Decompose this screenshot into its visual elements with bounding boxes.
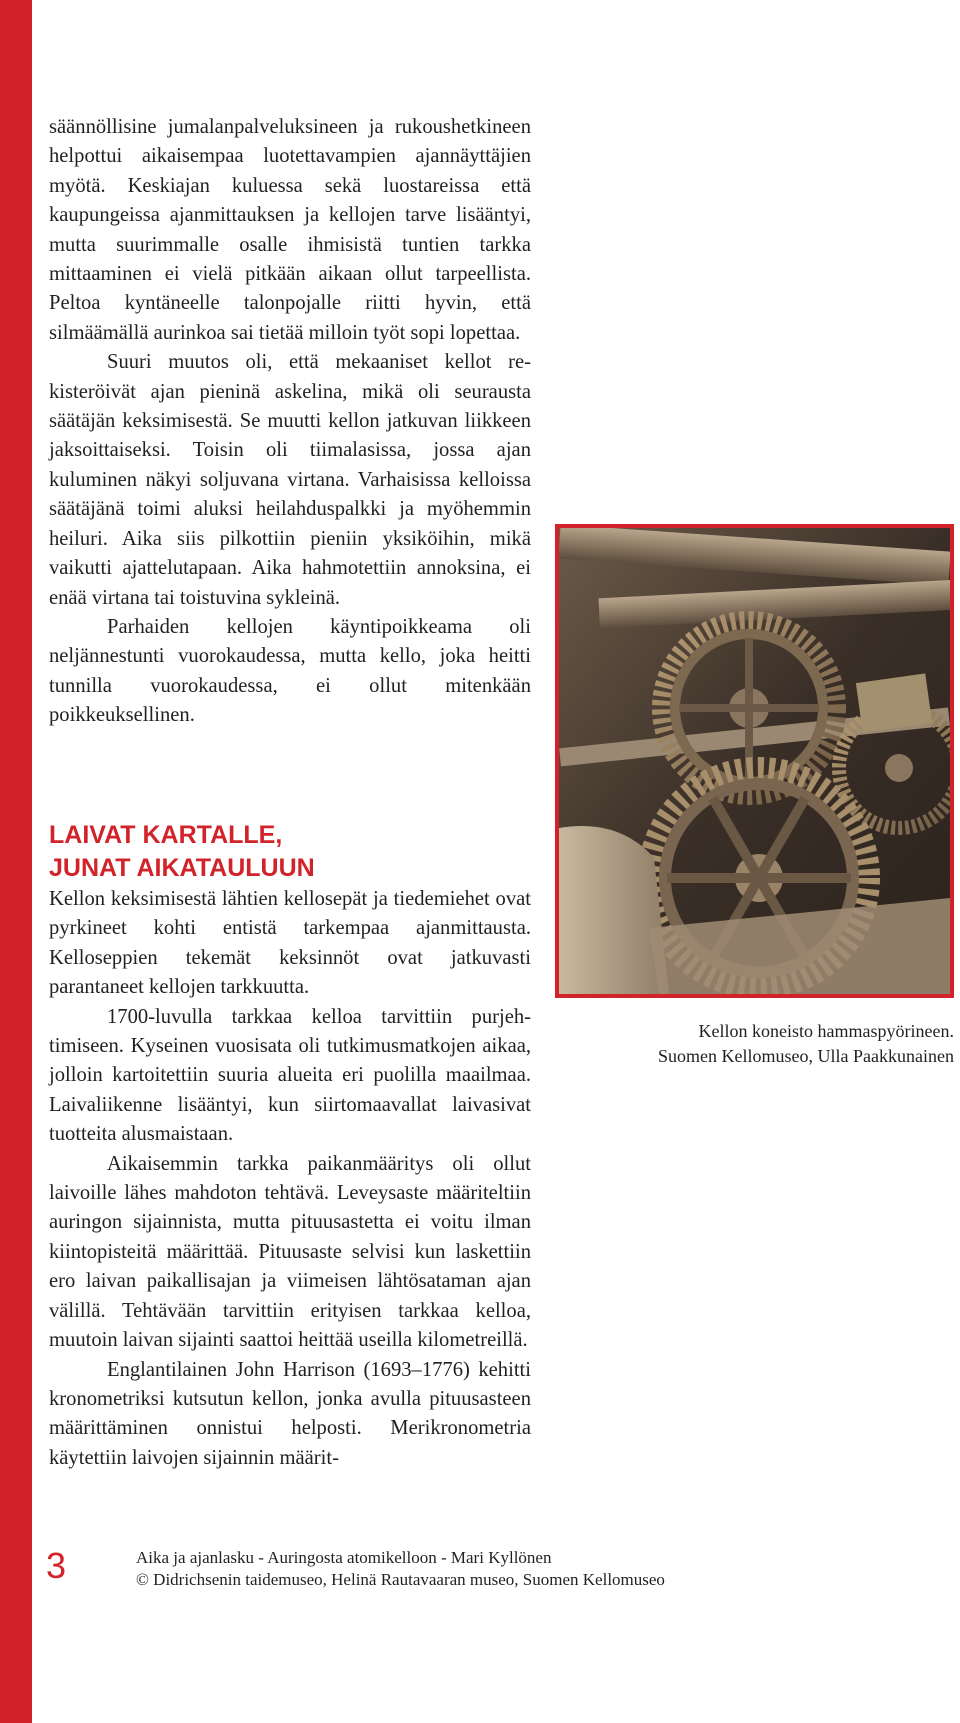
paragraph-1: säännöllisine jumalanpalveluksineen ja rukoushetkineen helpottui aikaisempaa luotettavampien ajannäyttäjien myötä. Keskiajan kuluessa sekä luostareissa että kaupungeissa ajanmittauksen ja kellojen tarve lisääntyi, mutta suurimmalle osalle ihmisistä tuntien tarkka mittaaminen ei vielä pitkään aikaan ollut tarpeellista. Peltoa kyntäneelle talonpojalle riitti hyvin, että silmäämällä aurinkoa sai tietää milloin työt sopi lopettaa.: [49, 116, 531, 344]
ships-section: [49, 819, 531, 1473]
photo-caption-line-1: Kellon koneisto hammaspyörineen.: [698, 1021, 954, 1041]
paragraph-3: Parhaiden kellojen käyntipoikkeama oli neljännestunti vuorokaudessa, mutta kello, joka heitti tunnilla vuorokaudessa, ei ollut mitenkään poikkeuksellinen.: [49, 615, 531, 727]
section-heading-line-2: JUNAT AIKATAULUUN: [49, 854, 315, 882]
clockwork-photo: [555, 524, 954, 998]
paragraph-4: Kellon keksimisestä lähtien kellosepät ja tiedemiehet ovat pyrkineet kohti entistä tarkempaa ajanmittausta. Kelloseppien tekemät keksinnöt ovat jatkuvasti parantaneet kellojen tarkkuutta.: [49, 888, 531, 999]
footer-title: Aika ja ajanlasku - Auringosta atomikelloon - Mari Kyllönen: [136, 1548, 552, 1567]
page-footer: [136, 1547, 665, 1591]
section-heading: [49, 819, 531, 885]
photo-caption-line-2: Suomen Kellomuseo, Ulla Paakkunainen: [658, 1046, 954, 1066]
photo-caption: [555, 1019, 954, 1069]
paragraph-5: 1700-luvulla tarkkaa kelloa tarvittiin purjehtimiseen. Kyseinen vuosisata oli tutkimusmatkojen aikaa, jolloin kartoitettiin suuria alueita eri puolilla maailmaa. Laivaliikenne lisääntyi, kun siirtomaavallat laivasivat tuotteita alusmaistaan.: [49, 1005, 531, 1146]
paragraph-2: Suuri muutos oli, että mekaaniset kellot rekisteröivät ajan pieninä askelina, mikä oli seurausta säätäjän keksimisestä. Se muutti kellon jatkuvan liikkeen jaksoittaiseksi. Toisin oli tiimalasissa, jossa ajan kuluminen näkyi soljuvana virtana. Varhaisissa kelloissa säätäjänä toimi aluksi heilahduspalkki ja myöhemmin heiluri. Aika siis pilkottiin pieniin yksiköihin, mikä vaikutti ajattelutapaan. Aika hahmotettiin annoksina, ei enää virtana tai toistuvina sykleinä.: [49, 351, 531, 609]
section-heading-line-1: LAIVAT KARTALLE,: [49, 821, 283, 849]
left-red-margin-bar: [0, 0, 32, 1723]
paragraph-7: Englantilainen John Harrison (1693–1776) kehitti kronometriksi kutsutun kellon, jonka avulla pituusasteen määrittäminen onnistui helposti. Merikronometria käytettiin laivojen sijainnin määrit-: [49, 1358, 531, 1469]
intro-text-column: [49, 113, 531, 731]
footer-copyright: © Didrichsenin taidemuseo, Helinä Rautavaaran museo, Suomen Kellomuseo: [136, 1570, 665, 1589]
page-number: 3: [46, 1545, 67, 1586]
paragraph-6: Aikaisemmin tarkka paikanmääritys oli ollut laivoille lähes mahdoton tehtävä. Leveysaste määriteltiin auringon sijainnista, mutta pituusastetta ei voitu ilman kiintopisteitä määrittää. Pituusaste selvisi kun laskettiin ero laivan paikallisajan ja viimeisen lähtösataman ajan välillä. Tehtävään tarvittiin erityisen tarkkaa kelloa, muutoin laivan sijainti saattoi heittää useilla kilometreillä.: [49, 1152, 531, 1352]
clockwork-gears-illustration: [559, 528, 950, 994]
